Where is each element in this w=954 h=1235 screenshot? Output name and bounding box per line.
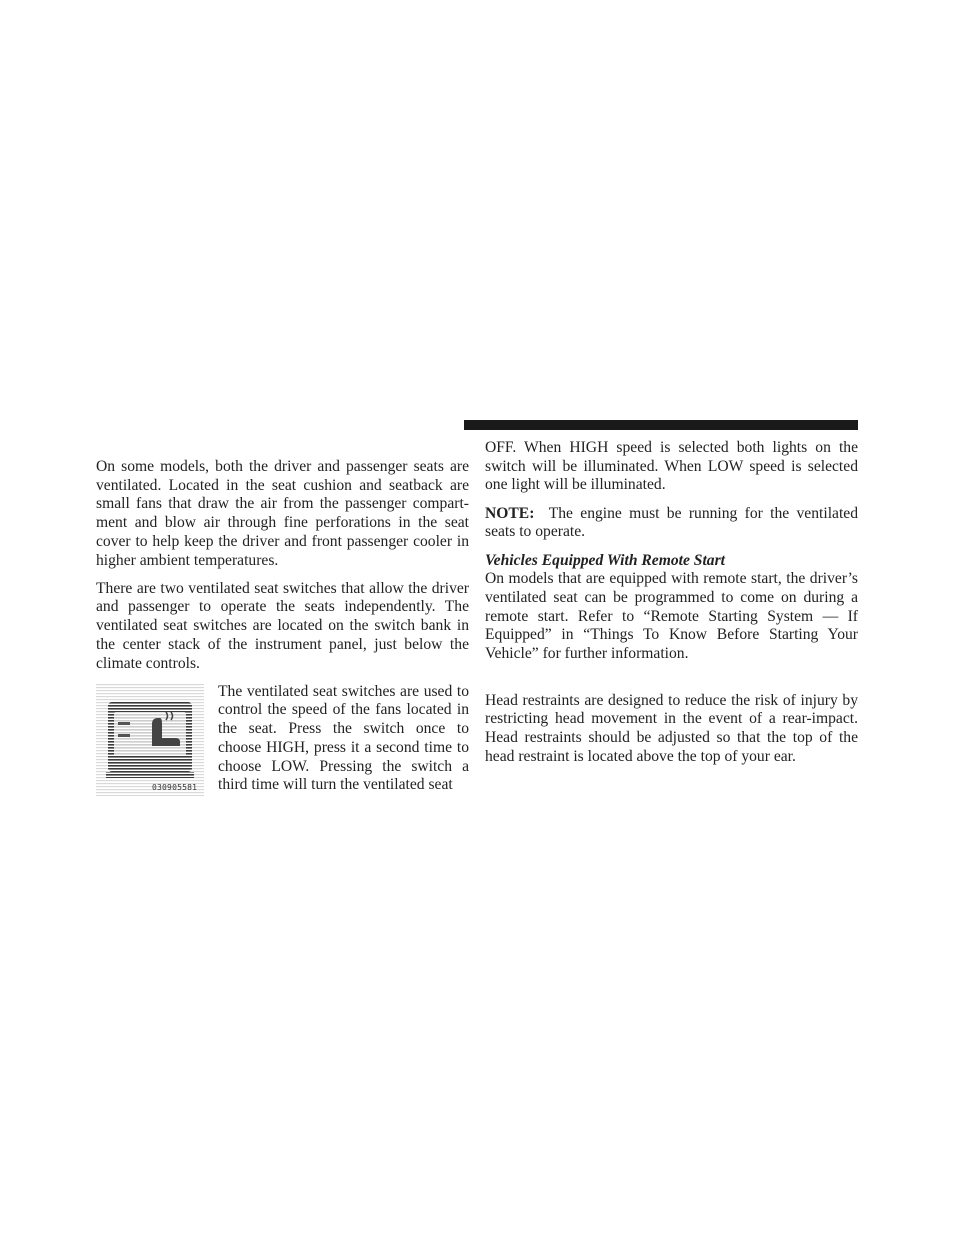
switch-operation-paragraph: The ventilated seat switches are used to control the speed of the fans located in the seat. Press the switch once to choose HIGH, press it a second time to choose LOW. Pressing the switch a third time will turn the ventilated seat <box>218 682 469 794</box>
right-column <box>485 439 858 767</box>
engine-note <box>485 505 858 542</box>
remote-start-paragraph: On models that are equipped with remote start, the driver’s ventilated seat can be programmed to come on during a remote start. Refer to “Remote Starting System — If Equipped” in “Things To Know Before Starting Your Vehicle” for further information. <box>485 570 858 663</box>
section-header-bar <box>464 420 858 430</box>
left-column <box>96 458 469 796</box>
head-restraints-paragraph: Head restraints are designed to reduce the risk of injury by restricting head movement in the event of a rear-impact. Head restraints should be adjusted so that the top of the head restraint is located above the top of your ear. <box>485 691 858 765</box>
ventilated-seat-switches-paragraph: There are two ventilated seat switches that allow the driver and passenger to operate the seats independently. The ventilated seat switches are located on the switch bank in the center stack of the instrument panel, just below the climate controls. <box>96 579 469 672</box>
ventilated-seats-intro: On some models, both the driver and passenger seats are ventilated. Located in the seat cushion and seatback are small fans that draw the air from the passenger compartment and blow air through fine perforations in the seat cover to help keep the driver and front passenger cooler in higher ambient temperatures. <box>96 458 469 569</box>
note-text: The engine must be running for the ventilated seats to operate. <box>485 504 858 541</box>
remote-start-subheading: Vehicles Equipped With Remote Start <box>485 551 725 569</box>
ventilated-seat-switch-icon <box>96 684 204 796</box>
note-label: NOTE: <box>485 504 535 522</box>
figure-code: 030905581 <box>152 782 198 792</box>
switch-lights-paragraph: OFF. When HIGH speed is selected both lights on the switch will be illuminated. When LOW speed is selected one light will be illuminated. <box>485 439 858 494</box>
switch-figure-row <box>96 683 469 796</box>
